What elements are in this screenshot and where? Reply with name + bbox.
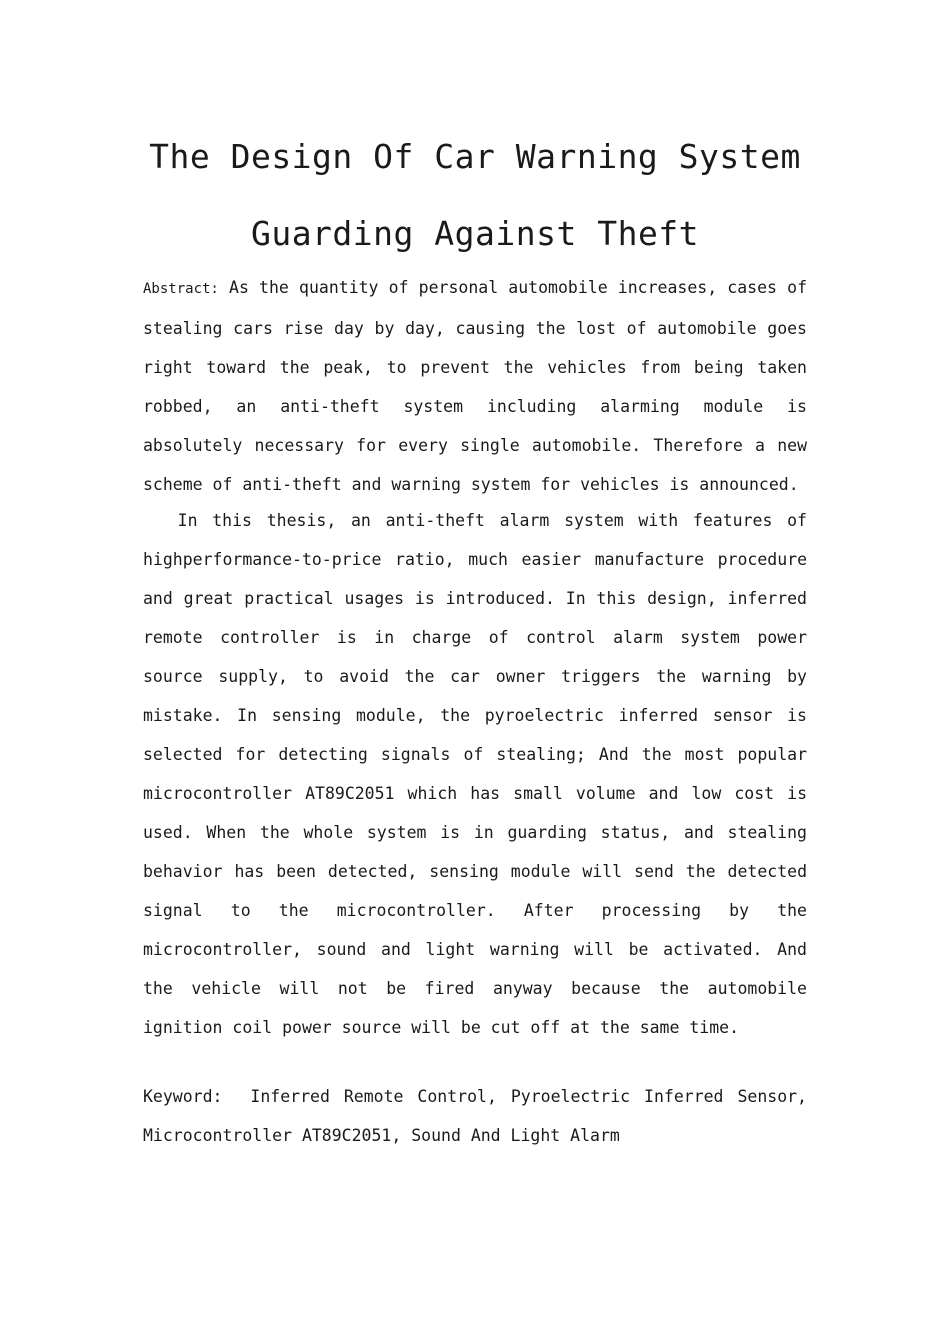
keywords-text: Inferred Remote Control, Pyroelectric Inferred Sensor, Microcontroller AT89C2051, Sound And Light Alarm <box>143 1087 807 1145</box>
title-line-1: The Design Of Car Warning System <box>149 137 801 176</box>
abstract-section <box>143 268 807 1047</box>
keywords-label: Keyword: <box>143 1087 223 1106</box>
abstract-paragraph-1 <box>143 268 807 504</box>
title-line-2: Guarding Against Theft <box>250 214 700 253</box>
abstract-paragraph-2: In this thesis, an anti-theft alarm system with features of highperformance-to-price ratio, much easier manufacture procedure and great practical usages is introduced. In this design, inferred remote controller is in charge of control alarm system power source supply, to avoid the car owner triggers the warning by mistake. In sensing module, the pyroelectric inferred sensor is selected for detecting signals of stealing; And the most popular microcontroller AT89C2051 which has small volume and low cost is used. When the whole system is in guarding status, and stealing behavior has been detected, sensing module will send the detected signal to the microcontroller. After processing by the microcontroller, sound and light warning will be activated. And the vehicle will not be fired anyway because the automobile ignition coil power source will be cut off at the same time. <box>143 511 807 1037</box>
abstract-label: Abstract: <box>143 281 219 297</box>
keywords-section <box>143 1077 807 1155</box>
paper-title <box>143 118 807 272</box>
abstract-text-1: As the quantity of personal automobile increases, cases of stealing cars rise day by day, causing the lost of automobile goes right toward the peak, to prevent the vehicles from being taken robbed, an anti-theft system including alarming module is absolutely necessary for every single automobile. Therefore a new scheme of anti-theft and warning system for vehicles is announced. <box>143 278 807 494</box>
